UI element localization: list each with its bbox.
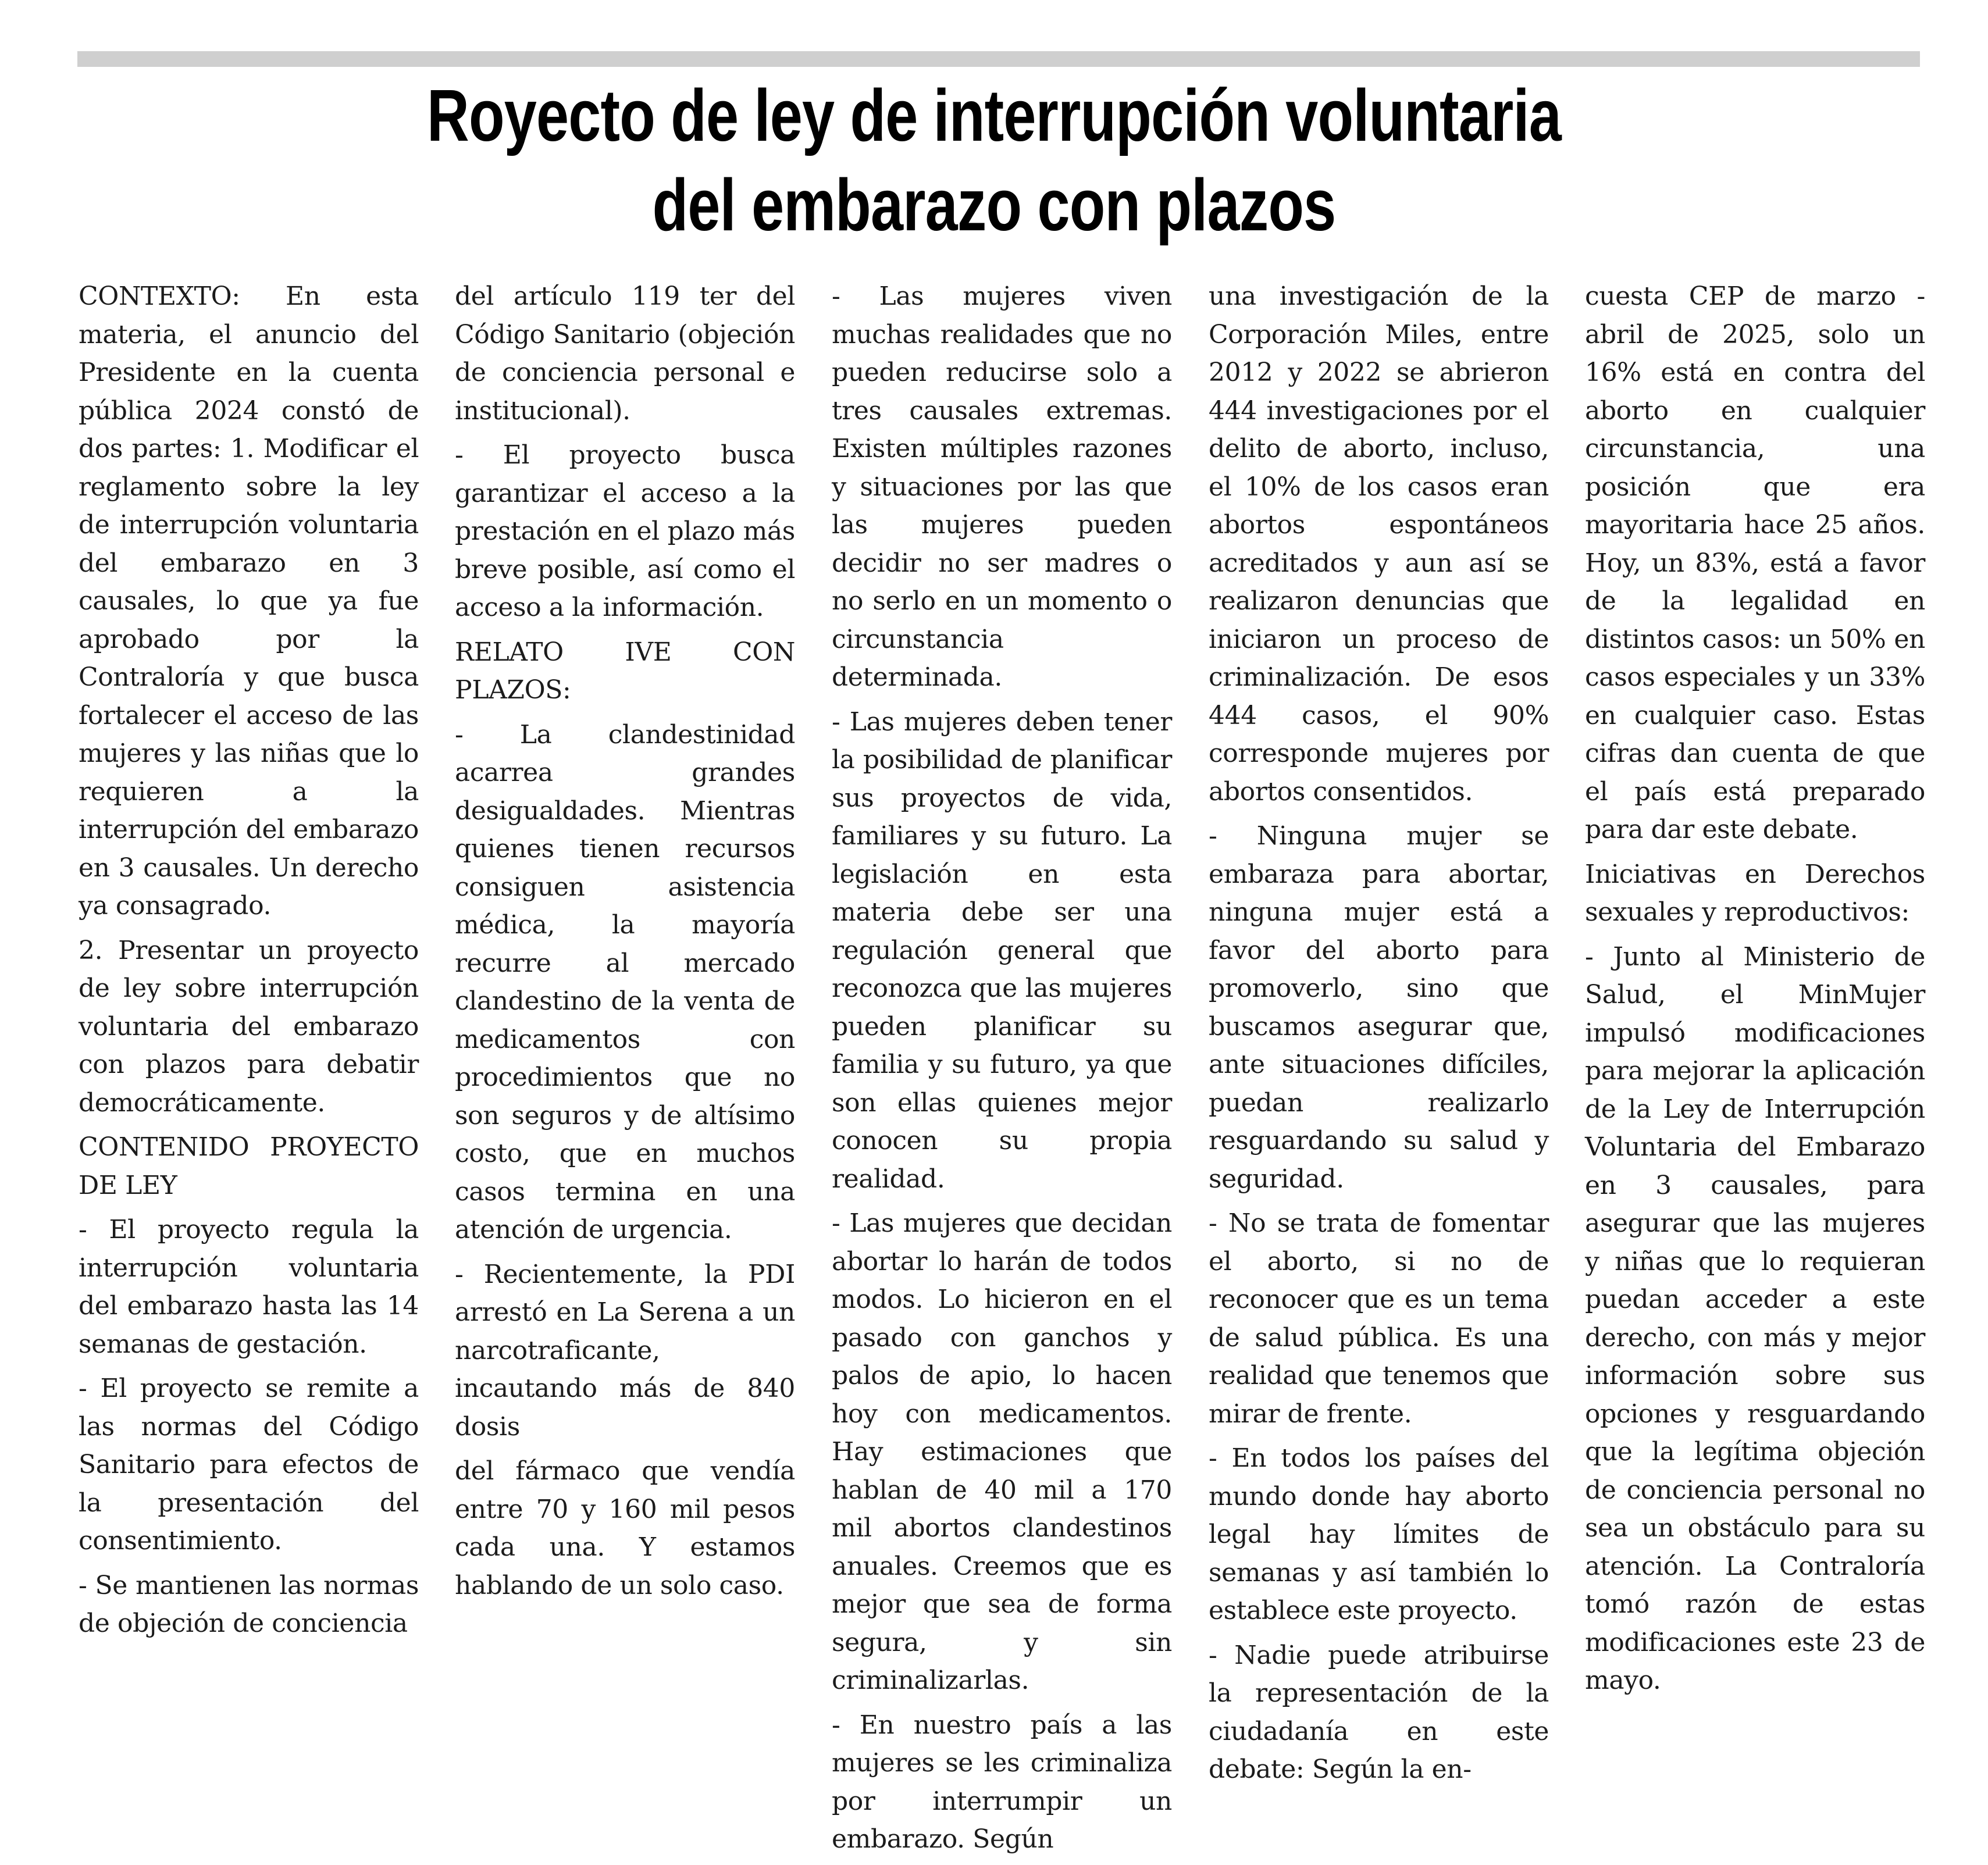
paragraph: - Nadie puede atribuirse la representación de la ciudadanía en este debate: Según la en- — [1209, 1640, 1549, 1784]
article-column-5 — [1585, 277, 1925, 1706]
article-column-1 — [79, 277, 419, 1649]
paragraph: - En todos los países del mundo donde hay aborto legal hay límites de semanas y así también lo establece este proyecto. — [1209, 1443, 1549, 1625]
top-rule — [77, 51, 1920, 67]
paragraph: del artículo 119 ter del Código Sanitario (objeción de conciencia personal e institucional). — [455, 281, 795, 426]
paragraph: - Junto al Ministerio de Salud, el MinMujer impulsó modificaciones para mejorar la aplicación de la Ley de Interrupción Voluntaria del Embarazo en 3 causales, para asegurar que las mujeres y niñas que lo requieran puedan acceder a este derecho, con más y mejor información sobre sus opciones y resguardando que la legítima objeción de conciencia personal no sea un obstáculo para su atención. La Contraloría tomó razón de estas modificaciones este 23 de mayo. — [1585, 942, 1925, 1695]
paragraph: - El proyecto se remite a las normas del Código Sanitario para efectos de la presentación del consentimiento. — [79, 1374, 419, 1556]
headline-line-2: del embarazo con plazos — [652, 164, 1336, 246]
article-column-4 — [1209, 277, 1549, 1795]
paragraph: - Recientemente, la PDI arrestó en La Serena a un narcotraficante, incautando más de 840 dosis — [455, 1259, 795, 1442]
paragraph: - Ninguna mujer se embaraza para abortar, ninguna mujer está a favor del aborto para promoverlo, sino que buscamos asegurar que, ante situaciones difíciles, puedan realizarlo resguardando su salud y seguridad. — [1209, 821, 1549, 1194]
paragraph: - La clandestinidad acarrea grandes desigualdades. Mientras quienes tienen recursos consiguen asistencia médica, la mayoría recurre al mercado clandestino de la venta de medicamentos con procedimientos que no son seguros y de altísimo costo, que en muchos casos termina en una atención de urgencia. — [455, 719, 795, 1244]
paragraph: - Se mantienen las normas de objeción de conciencia — [79, 1570, 419, 1638]
paragraph: - Las mujeres que decidan abortar lo harán de todos modos. Lo hicieron en el pasado con ganchos y palos de apio, lo hacen hoy con medicamentos. Hay estimaciones que hablan de 40 mil a 170 mil abortos clandestinos anuales. Creemos que es mejor que sea de forma segura, y sin criminalizarlas. — [832, 1208, 1172, 1695]
article-column-3 — [832, 277, 1172, 1865]
section-heading: RELATO IVE CON PLAZOS: — [455, 637, 795, 705]
article-column-2 — [455, 277, 795, 1611]
paragraph: - Las mujeres viven muchas realidades que no pueden reducirse solo a tres causales extremas. Existen múltiples razones y situaciones por las que las mujeres pueden decidir no ser madres o no serlo en un momento o circunstancia determinada. — [832, 281, 1172, 692]
paragraph: - No se trata de fomentar el aborto, si no de reconocer que es un tema de salud pública. Es una realidad que tenemos que mirar de frente. — [1209, 1208, 1549, 1429]
paragraph: del fármaco que vendía entre 70 y 160 mil pesos cada una. Y estamos hablando de un solo caso. — [455, 1456, 795, 1600]
headline-line-1: Royecto de ley de interrupción voluntaria — [426, 74, 1562, 156]
paragraph: - El proyecto busca garantizar el acceso a la prestación en el plazo más breve posible, así como el acceso a la información. — [455, 440, 795, 622]
paragraph: CONTEXTO: En esta materia, el anuncio del Presidente en la cuenta pública 2024 constó de dos partes: 1. Modificar el reglamento sobre la ley de interrupción voluntaria del embarazo en 3 causales, lo que ya fue aprobado por la Contraloría y que busca fortalecer el acceso de las mujeres y las niñas que lo requieren a la interrupción del embarazo en 3 causales. Un derecho ya consagrado. — [79, 281, 419, 921]
section-heading: CONTENIDO PROYECTO DE LEY — [79, 1132, 419, 1200]
section-heading: Iniciativas en Derechos sexuales y reproductivos: — [1585, 859, 1925, 927]
headline — [199, 71, 1789, 250]
paragraph: 2. Presentar un proyecto de ley sobre interrupción voluntaria del embarazo con plazos para debatir democráticamente. — [79, 935, 419, 1118]
paragraph: - Las mujeres deben tener la posibilidad de planificar sus proyectos de vida, familiares y su futuro. La legislación en esta materia debe ser una regulación general que reconozca que las mujeres pueden planificar su familia y su futuro, ya que son ellas quienes mejor conocen su propia realidad. — [832, 707, 1172, 1194]
paragraph: - En nuestro país a las mujeres se les criminaliza por interrumpir un embarazo. Según — [832, 1710, 1172, 1854]
paragraph: cuesta CEP de marzo - abril de 2025, solo un 16% está en contra del aborto en cualquier circunstancia, una posición que era mayoritaria hace 25 años. Hoy, un 83%, está a favor de la legalidad en distintos casos: un 50% en casos especiales y un 33% en cualquier caso. Estas cifras dan cuenta de que el país está preparado para dar este debate. — [1585, 281, 1925, 844]
paragraph: - El proyecto regula la interrupción voluntaria del embarazo hasta las 14 semanas de gestación. — [79, 1215, 419, 1359]
paragraph: una investigación de la Corporación Miles, entre 2012 y 2022 se abrieron 444 investigaciones por el delito de aborto, incluso, el 10% de los casos eran abortos espontáneos acreditados y aun así se realizaron denuncias que iniciaron un proceso de criminalización. De esos 444 casos, el 90% corresponde mujeres por abortos consentidos. — [1209, 281, 1549, 807]
